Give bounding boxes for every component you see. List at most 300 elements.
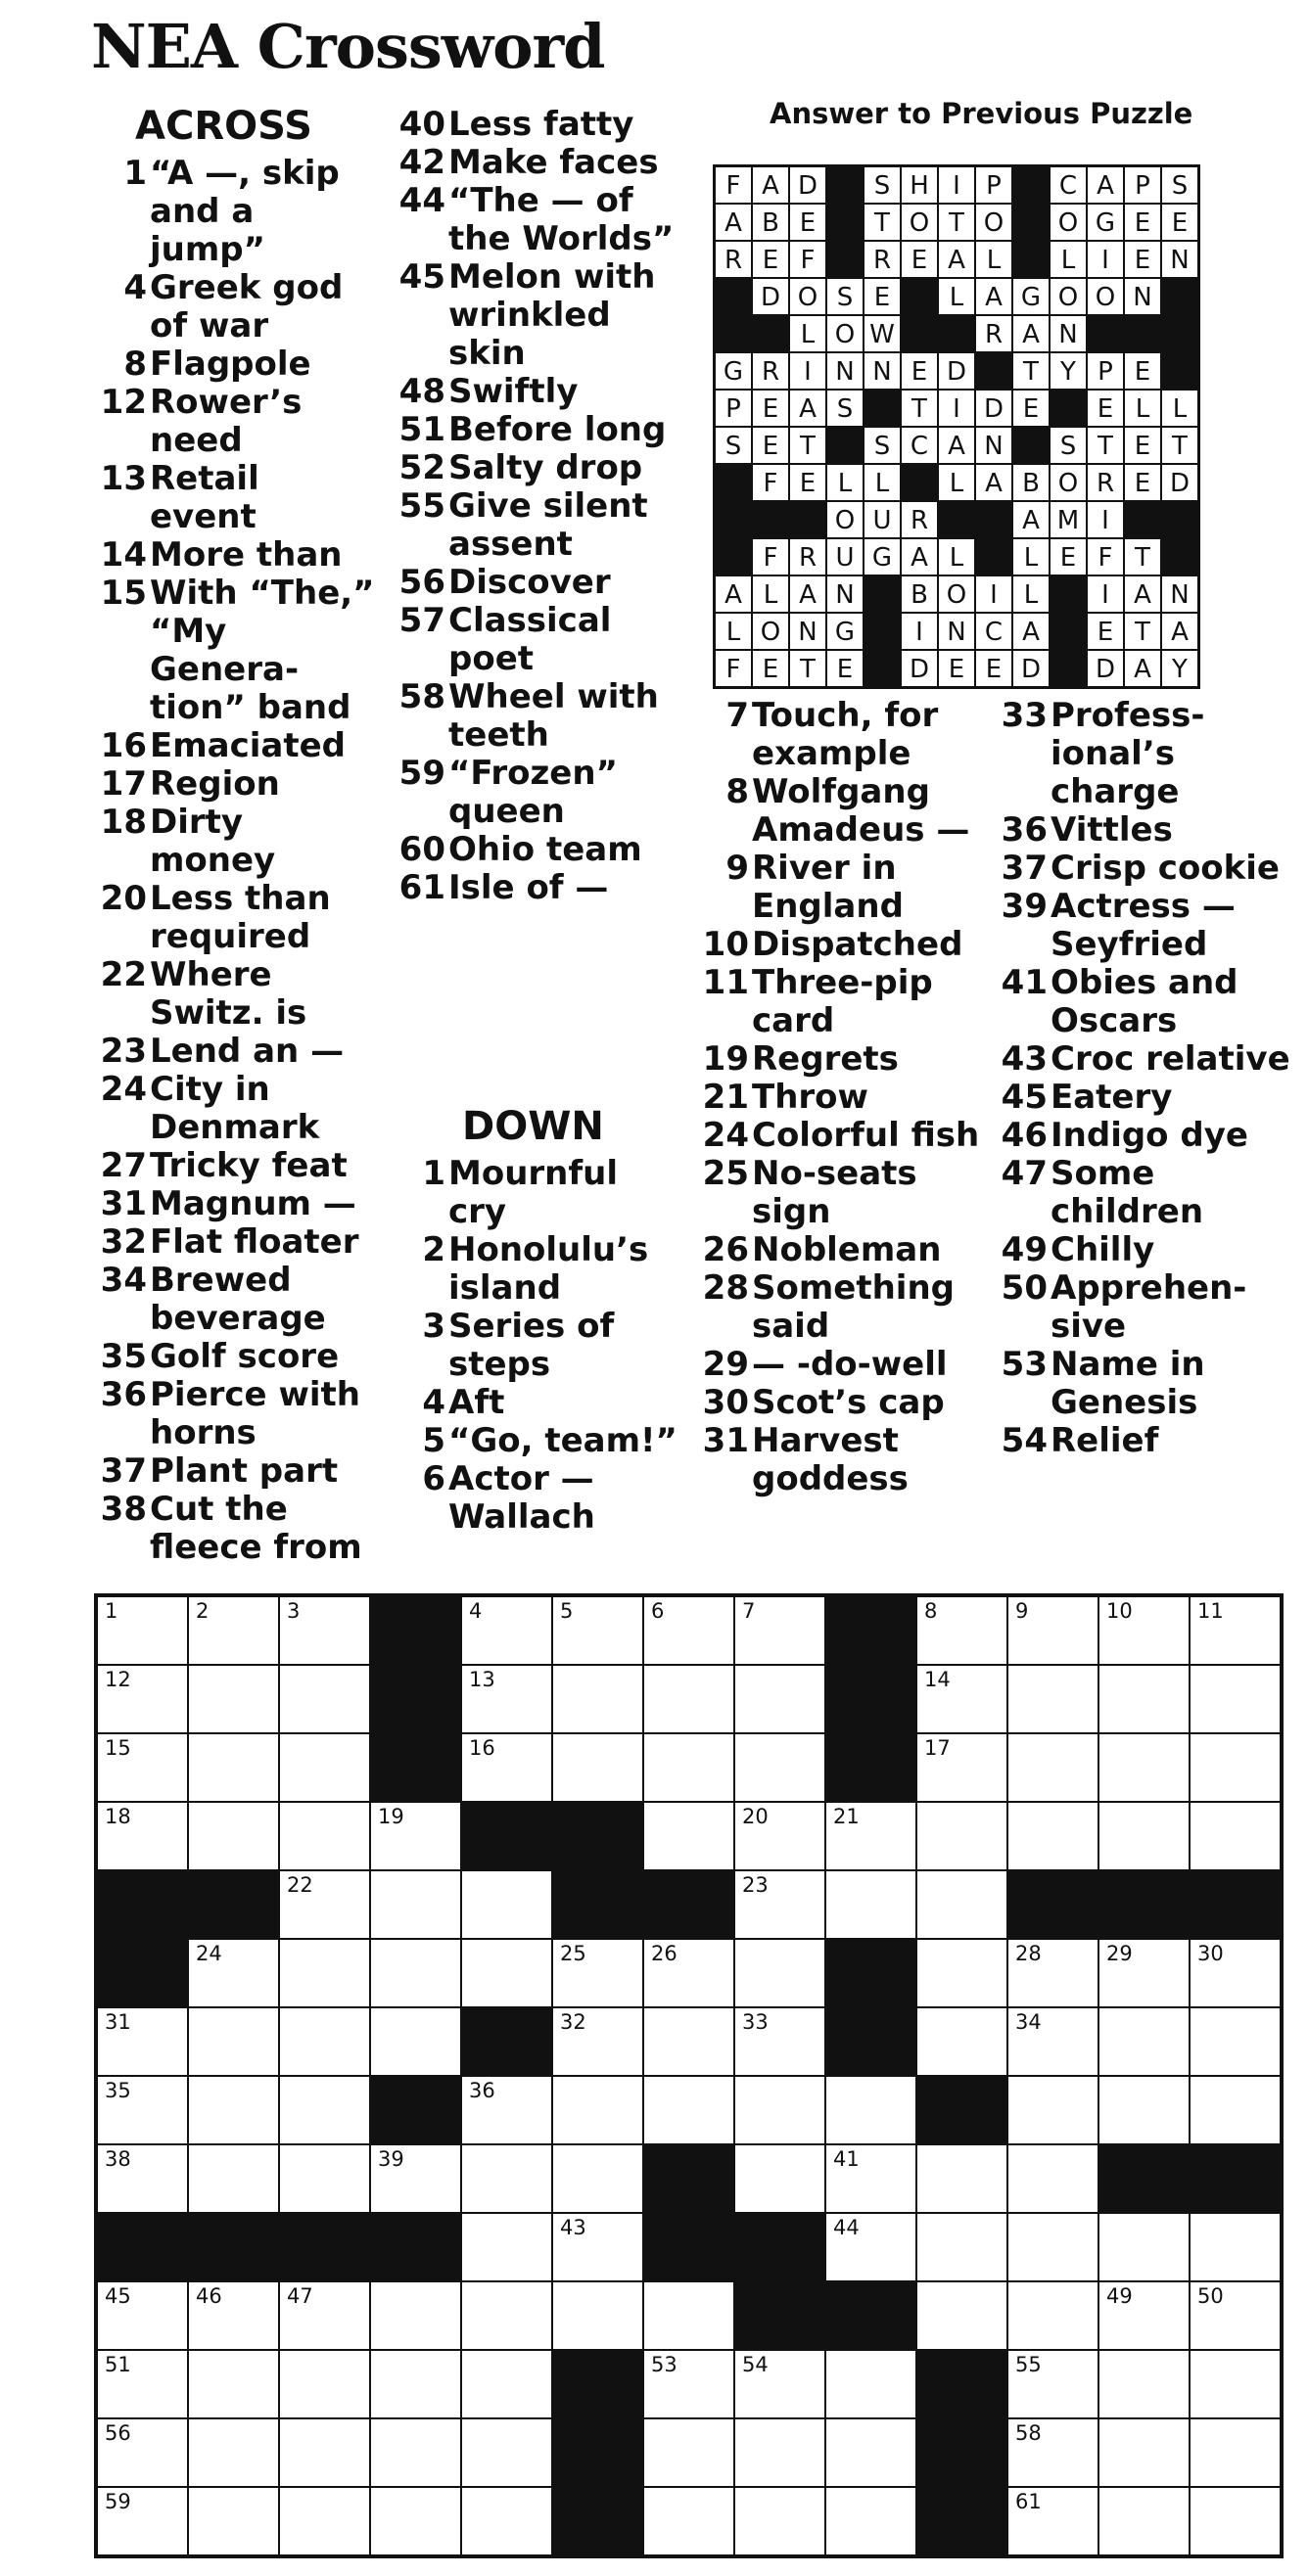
clue xyxy=(999,1269,1292,1346)
grid-cell[interactable] xyxy=(1098,1733,1190,1802)
answer-cell: T xyxy=(1124,538,1161,575)
grid-cell[interactable] xyxy=(279,2144,370,2213)
answer-cell: O xyxy=(1050,464,1087,501)
answer-cell: L xyxy=(789,315,826,352)
clue-text: Indigo dye xyxy=(1051,1116,1248,1155)
clue xyxy=(397,1155,680,1231)
grid-cell[interactable] xyxy=(1190,1596,1281,1665)
grid-cell[interactable] xyxy=(461,2487,552,2555)
grid-cell[interactable] xyxy=(643,1665,734,1733)
grid-cell[interactable] xyxy=(916,1665,1007,1733)
clue-text: Obies and Oscars xyxy=(1051,963,1238,1040)
answer-black-square xyxy=(1012,427,1050,464)
grid-cell[interactable] xyxy=(734,1870,825,1939)
answer-cell: L xyxy=(1124,390,1161,427)
clue-text: Name in Genesis xyxy=(1051,1345,1205,1422)
answer-cell: B xyxy=(901,575,938,613)
grid-cell[interactable] xyxy=(1190,2281,1281,2350)
cell-number: 1 xyxy=(105,1599,118,1623)
grid-cell[interactable] xyxy=(916,2213,1007,2281)
grid-cell[interactable] xyxy=(1190,1665,1281,1733)
grid-cell[interactable] xyxy=(1007,1939,1098,2007)
grid-cell[interactable] xyxy=(1007,1733,1098,1802)
grid-cell[interactable] xyxy=(734,2487,825,2555)
answer-cell: L xyxy=(1050,241,1087,278)
grid-cell[interactable] xyxy=(97,1596,188,1665)
grid-cell[interactable] xyxy=(825,2144,916,2213)
clue-number: 55 xyxy=(398,486,445,526)
grid-cell[interactable] xyxy=(279,2418,370,2487)
grid-cell[interactable] xyxy=(97,2418,188,2487)
answer-black-square xyxy=(1012,241,1050,278)
clue xyxy=(999,1346,1292,1422)
clue-number: 16 xyxy=(100,726,147,765)
grid-cell[interactable] xyxy=(461,1870,552,1939)
answer-cell: S xyxy=(864,166,901,204)
answer-cell: A xyxy=(1124,650,1161,687)
grid-cell[interactable] xyxy=(643,1939,734,2007)
grid-cell[interactable] xyxy=(461,1596,552,1665)
answer-cell: P xyxy=(1087,352,1124,390)
grid-cell[interactable] xyxy=(461,2144,552,2213)
clue xyxy=(98,1147,377,1185)
answer-cell: T xyxy=(1124,613,1161,650)
grid-cell[interactable] xyxy=(916,1870,1007,1939)
clue-text: Nobleman xyxy=(752,1230,942,1269)
answer-cell: L xyxy=(715,613,752,650)
clue-text: Colorful fish xyxy=(752,1116,980,1155)
grid-cell[interactable] xyxy=(825,1802,916,1870)
grid-cell[interactable] xyxy=(279,2281,370,2350)
answer-cell: T xyxy=(901,390,938,427)
grid-cell[interactable] xyxy=(1007,2144,1098,2213)
clue-number: 11 xyxy=(702,963,749,1002)
answer-cell: A xyxy=(1012,613,1050,650)
grid-cell[interactable] xyxy=(825,2076,916,2144)
grid-cell[interactable] xyxy=(1007,1665,1098,1733)
cell-number: 19 xyxy=(378,1805,404,1828)
answer-cell: G xyxy=(1087,204,1124,241)
cell-number: 39 xyxy=(378,2147,404,2171)
clue-text: Ohio team xyxy=(448,830,642,869)
answer-cell: H xyxy=(901,166,938,204)
clue xyxy=(700,697,994,773)
clue xyxy=(397,1460,680,1537)
answer-cell: O xyxy=(826,315,864,352)
black-square xyxy=(1007,1870,1098,1939)
cell-number: 47 xyxy=(287,2284,313,2308)
grid-cell[interactable] xyxy=(1098,2281,1190,2350)
grid-cell[interactable] xyxy=(188,2144,279,2213)
grid-cell[interactable] xyxy=(188,2487,279,2555)
answer-cell: T xyxy=(789,650,826,687)
grid-cell[interactable] xyxy=(825,2213,916,2281)
black-square xyxy=(825,1733,916,1802)
grid-cell[interactable] xyxy=(643,2418,734,2487)
clue-text: Apprehen-sive xyxy=(1051,1268,1247,1346)
clue-number: 14 xyxy=(100,535,147,575)
grid-cell[interactable] xyxy=(1190,2487,1281,2555)
answer-black-square xyxy=(864,613,901,650)
grid-cell[interactable] xyxy=(188,2007,279,2076)
cell-number: 53 xyxy=(651,2353,677,2376)
grid-cell[interactable] xyxy=(1190,1939,1281,2007)
grid-cell[interactable] xyxy=(1098,1802,1190,1870)
grid-cell[interactable] xyxy=(188,2281,279,2350)
grid-cell[interactable] xyxy=(461,2213,552,2281)
clue-text: Throw xyxy=(752,1078,868,1117)
cell-number: 45 xyxy=(105,2284,131,2308)
grid-cell[interactable] xyxy=(825,2418,916,2487)
clue-number: 59 xyxy=(398,754,445,793)
answer-cell: N xyxy=(1161,241,1198,278)
cell-number: 50 xyxy=(1197,2284,1224,2308)
answer-cell: D xyxy=(975,390,1012,427)
clue xyxy=(999,964,1292,1040)
grid-cell[interactable] xyxy=(370,2144,461,2213)
answer-cell: E xyxy=(901,241,938,278)
clue-number: 24 xyxy=(702,1116,749,1155)
clue-number: 2 xyxy=(422,1230,445,1269)
grid-cell[interactable] xyxy=(188,1733,279,1802)
grid-cell[interactable] xyxy=(370,2281,461,2350)
clue-number: 35 xyxy=(100,1337,147,1376)
answer-black-square xyxy=(826,427,864,464)
answer-cell: D xyxy=(789,166,826,204)
grid-cell[interactable] xyxy=(188,2350,279,2418)
across-clues-column-1 xyxy=(98,155,377,1567)
grid-cell[interactable] xyxy=(552,2076,643,2144)
grid-cell[interactable] xyxy=(370,1870,461,1939)
cell-number: 36 xyxy=(469,2079,495,2102)
clue xyxy=(397,1384,680,1422)
grid-cell[interactable] xyxy=(279,2076,370,2144)
grid-cell[interactable] xyxy=(825,2487,916,2555)
grid-cell[interactable] xyxy=(279,1733,370,1802)
answer-cell: E xyxy=(1124,352,1161,390)
grid-cell[interactable] xyxy=(1098,2076,1190,2144)
down-clues-column-4 xyxy=(999,697,1292,1460)
grid-cell[interactable] xyxy=(643,2007,734,2076)
grid-cell[interactable] xyxy=(552,2144,643,2213)
clue xyxy=(397,449,680,487)
clue-text: Golf score xyxy=(150,1337,340,1376)
grid-cell[interactable] xyxy=(1098,1665,1190,1733)
clue xyxy=(700,773,994,850)
grid-cell[interactable] xyxy=(188,1802,279,1870)
cell-number: 61 xyxy=(1015,2490,1042,2513)
answer-cell: S xyxy=(864,427,901,464)
cell-number: 20 xyxy=(742,1805,769,1828)
grid-cell[interactable] xyxy=(1190,1733,1281,1802)
clue-text: Plant part xyxy=(150,1451,339,1491)
clue xyxy=(98,536,377,575)
grid-cell[interactable] xyxy=(643,1733,734,1802)
grid-cell[interactable] xyxy=(643,2076,734,2144)
grid-cell[interactable] xyxy=(188,2076,279,2144)
clue-text: “The — of the Worlds” xyxy=(448,181,675,258)
black-square xyxy=(461,2007,552,2076)
grid-cell[interactable] xyxy=(643,1802,734,1870)
clue xyxy=(999,888,1292,964)
answer-cell: E xyxy=(1087,390,1124,427)
grid-cell[interactable] xyxy=(916,1733,1007,1802)
grid-cell[interactable] xyxy=(97,2350,188,2418)
grid-cell[interactable] xyxy=(1007,1802,1098,1870)
answer-cell: L xyxy=(1012,575,1050,613)
cell-number: 27 xyxy=(833,1942,860,1965)
answer-cell: R xyxy=(752,352,789,390)
grid-cell[interactable] xyxy=(461,2418,552,2487)
cell-number: 12 xyxy=(105,1668,131,1691)
grid-cell[interactable] xyxy=(552,1939,643,2007)
answer-black-square xyxy=(1161,538,1198,575)
clue-number: 8 xyxy=(123,345,147,384)
clue xyxy=(397,258,680,373)
grid-cell[interactable] xyxy=(97,2007,188,2076)
grid-cell[interactable] xyxy=(916,2281,1007,2350)
down-heading: DOWN xyxy=(462,1104,604,1149)
grid-cell[interactable] xyxy=(1190,2007,1281,2076)
clue xyxy=(397,1231,680,1308)
grid-cell[interactable] xyxy=(916,1802,1007,1870)
clue-text: Some children xyxy=(1051,1154,1204,1231)
cell-number: 51 xyxy=(105,2353,131,2376)
grid-cell[interactable] xyxy=(1007,1596,1098,1665)
grid-cell[interactable] xyxy=(552,2281,643,2350)
answer-cell: I xyxy=(789,352,826,390)
cell-number: 11 xyxy=(1197,1599,1224,1623)
grid-cell[interactable] xyxy=(279,2487,370,2555)
grid-cell[interactable] xyxy=(97,1665,188,1733)
clue xyxy=(98,956,377,1033)
clue-number: 40 xyxy=(398,105,445,144)
grid-cell[interactable] xyxy=(279,1939,370,2007)
clue-number: 60 xyxy=(398,830,445,869)
black-square xyxy=(188,1870,279,1939)
grid-cell[interactable] xyxy=(1098,2487,1190,2555)
clue-text: Classical poet xyxy=(448,601,612,678)
grid-cell[interactable] xyxy=(370,2350,461,2418)
grid-cell[interactable] xyxy=(461,2350,552,2418)
grid-cell[interactable] xyxy=(461,1665,552,1733)
clue-text: Series of steps xyxy=(448,1307,615,1384)
grid-cell[interactable] xyxy=(643,2487,734,2555)
clue-number: 4 xyxy=(422,1383,445,1422)
grid-cell[interactable] xyxy=(97,2281,188,2350)
grid-cell[interactable] xyxy=(734,2418,825,2487)
clue xyxy=(98,1491,377,1567)
grid-cell[interactable] xyxy=(734,1665,825,1733)
grid-cell[interactable] xyxy=(97,1733,188,1802)
black-square xyxy=(552,1870,643,1939)
grid-cell[interactable] xyxy=(734,2350,825,2418)
clue-number: 56 xyxy=(398,563,445,602)
clue-text: “A —, skip and a jump” xyxy=(150,154,340,269)
grid-cell[interactable] xyxy=(825,1870,916,1939)
answer-black-square xyxy=(975,501,1012,538)
grid-cell[interactable] xyxy=(916,2144,1007,2213)
grid-cell[interactable] xyxy=(916,1939,1007,2007)
clue xyxy=(98,1223,377,1262)
grid-cell[interactable] xyxy=(734,1802,825,1870)
grid-cell[interactable] xyxy=(370,1939,461,2007)
answer-cell: L xyxy=(975,241,1012,278)
grid-cell[interactable] xyxy=(1007,2213,1098,2281)
grid-cell[interactable] xyxy=(461,2281,552,2350)
grid-cell[interactable] xyxy=(916,1596,1007,1665)
grid-cell[interactable] xyxy=(1007,2007,1098,2076)
clue xyxy=(98,804,377,880)
black-square xyxy=(734,2281,825,2350)
grid-cell[interactable] xyxy=(643,2281,734,2350)
grid-cell[interactable] xyxy=(734,2007,825,2076)
clue-text: Before long xyxy=(448,410,667,449)
clue-text: Wheel with teeth xyxy=(448,677,659,755)
grid-cell[interactable] xyxy=(734,1596,825,1665)
grid-cell[interactable] xyxy=(97,2076,188,2144)
grid-cell[interactable] xyxy=(1098,2418,1190,2487)
grid-cell[interactable] xyxy=(370,2418,461,2487)
cell-number: 4 xyxy=(469,1599,483,1623)
grid-cell[interactable] xyxy=(188,1939,279,2007)
grid-cell[interactable] xyxy=(1098,2007,1190,2076)
grid-cell[interactable] xyxy=(1007,2076,1098,2144)
answer-cell: Y xyxy=(1050,352,1087,390)
grid-cell[interactable] xyxy=(552,1665,643,1733)
clue-text: — -do-well xyxy=(752,1345,948,1384)
grid-cell[interactable] xyxy=(1098,2213,1190,2281)
clue-text: Make faces xyxy=(448,143,659,182)
previous-answer-title: Answer to Previous Puzzle xyxy=(770,97,1193,130)
grid-cell[interactable] xyxy=(734,2144,825,2213)
answer-cell: T xyxy=(938,204,975,241)
grid-cell[interactable] xyxy=(1190,1802,1281,1870)
clue xyxy=(700,1384,994,1422)
clue xyxy=(397,182,680,258)
grid-cell[interactable] xyxy=(916,2007,1007,2076)
grid-cell[interactable] xyxy=(643,2350,734,2418)
grid-cell[interactable] xyxy=(734,2076,825,2144)
grid-cell[interactable] xyxy=(1190,2076,1281,2144)
answer-cell: G xyxy=(864,538,901,575)
grid-cell[interactable] xyxy=(370,2487,461,2555)
grid-cell[interactable] xyxy=(461,1733,552,1802)
answer-cell: E xyxy=(1087,613,1124,650)
grid-cell[interactable] xyxy=(279,2350,370,2418)
grid-cell[interactable] xyxy=(734,1939,825,2007)
answer-cell: O xyxy=(1087,278,1124,315)
clue-number: 30 xyxy=(702,1383,749,1422)
grid-cell[interactable] xyxy=(370,1802,461,1870)
grid-cell[interactable] xyxy=(552,2007,643,2076)
grid-cell[interactable] xyxy=(1190,2418,1281,2487)
grid-cell[interactable] xyxy=(97,2144,188,2213)
answer-cell: F xyxy=(1087,538,1124,575)
grid-cell[interactable] xyxy=(1190,2213,1281,2281)
clue-number: 50 xyxy=(1001,1268,1048,1308)
grid-cell[interactable] xyxy=(1007,2487,1098,2555)
grid-cell[interactable] xyxy=(1098,1596,1190,1665)
clue xyxy=(397,144,680,182)
grid-cell[interactable] xyxy=(461,1939,552,2007)
clue-text: Regrets xyxy=(752,1039,899,1079)
grid-cell[interactable] xyxy=(1007,2281,1098,2350)
grid-cell[interactable] xyxy=(188,1596,279,1665)
clue-text: Brewed beverage xyxy=(150,1261,326,1338)
clue-number: 23 xyxy=(100,1032,147,1071)
clue xyxy=(999,850,1292,888)
grid-cell[interactable] xyxy=(370,2007,461,2076)
grid-cell[interactable] xyxy=(279,1802,370,1870)
clue-number: 18 xyxy=(100,803,147,842)
grid-cell[interactable] xyxy=(734,1733,825,1802)
grid-cell[interactable] xyxy=(97,2487,188,2555)
clue-number: 45 xyxy=(1001,1078,1048,1117)
answer-cell: E xyxy=(1012,390,1050,427)
grid-cell[interactable] xyxy=(1098,2350,1190,2418)
answer-cell: I xyxy=(1087,501,1124,538)
grid-cell[interactable] xyxy=(825,2350,916,2418)
cell-number: 13 xyxy=(469,1668,495,1691)
clue-number: 1 xyxy=(123,154,147,193)
clue xyxy=(98,1185,377,1223)
grid-cell[interactable] xyxy=(461,2076,552,2144)
grid-cell[interactable] xyxy=(279,1596,370,1665)
grid-cell[interactable] xyxy=(643,1596,734,1665)
clue-number: 6 xyxy=(422,1459,445,1498)
answer-cell: C xyxy=(975,613,1012,650)
clue-text: Give silent assent xyxy=(448,486,648,564)
grid-cell[interactable] xyxy=(188,2418,279,2487)
clue xyxy=(397,564,680,602)
grid-cell[interactable] xyxy=(1190,2350,1281,2418)
grid-cell[interactable] xyxy=(188,1665,279,1733)
answer-cell: T xyxy=(864,204,901,241)
grid-cell[interactable] xyxy=(279,2007,370,2076)
black-square xyxy=(825,2007,916,2076)
grid-cell[interactable] xyxy=(1007,2418,1098,2487)
black-square xyxy=(1098,2144,1190,2213)
clue-text: Actress — Seyfried xyxy=(1051,887,1236,964)
black-square xyxy=(1098,1870,1190,1939)
cell-number: 33 xyxy=(742,2010,769,2034)
clue xyxy=(98,1262,377,1338)
grid-cell[interactable] xyxy=(1098,1939,1190,2007)
grid-cell[interactable] xyxy=(552,1733,643,1802)
answer-cell: O xyxy=(752,613,789,650)
clue-number: 7 xyxy=(725,696,749,735)
down-clues-column-3 xyxy=(700,697,994,1498)
grid-cell[interactable] xyxy=(1007,2350,1098,2418)
cell-number: 5 xyxy=(560,1599,574,1623)
answer-cell: W xyxy=(864,315,901,352)
grid-cell[interactable] xyxy=(552,1596,643,1665)
answer-cell: E xyxy=(1124,464,1161,501)
answer-cell: R xyxy=(1087,464,1124,501)
answer-black-square xyxy=(938,315,975,352)
answer-cell: A xyxy=(1124,575,1161,613)
answer-cell: P xyxy=(715,390,752,427)
grid-cell[interactable] xyxy=(279,1870,370,1939)
grid-cell[interactable] xyxy=(97,1802,188,1870)
cell-number: 37 xyxy=(924,2079,951,2102)
answer-cell: A xyxy=(1087,166,1124,204)
clue-text: Less than required xyxy=(150,879,331,956)
grid-cell[interactable] xyxy=(552,2213,643,2281)
answer-cell: A xyxy=(975,278,1012,315)
grid-cell[interactable] xyxy=(279,1665,370,1733)
